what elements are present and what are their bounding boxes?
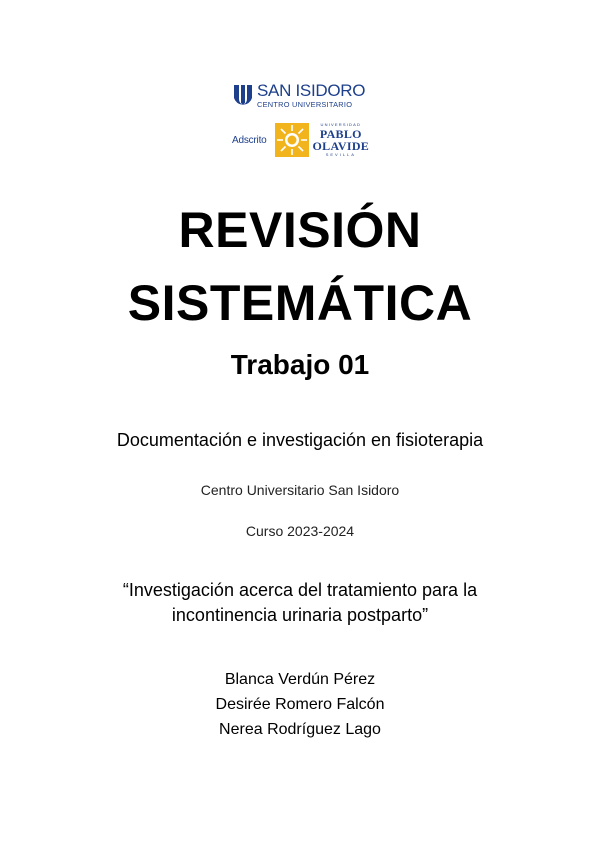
author-name: Blanca Verdún Pérez: [224, 671, 376, 688]
partner-city-label: SEVILLA: [325, 152, 356, 157]
san-isidoro-name: SAN ISIDORO: [257, 80, 366, 100]
pablo-olavide-logo: [313, 123, 370, 157]
partner-name-line1: PABLO: [319, 127, 362, 141]
san-isidoro-subtitle: CENTRO UNIVERSITARIO: [257, 99, 353, 109]
document-title-line-1: REVISIÓN: [178, 202, 422, 258]
partner-top-label: UNIVERSIDAD: [320, 122, 362, 127]
academic-year: Curso 2023-2024: [245, 523, 355, 539]
course-name: Documentación e investigación en fisioterapia: [116, 430, 484, 450]
author-name: Nerea Rodríguez Lago: [219, 721, 381, 738]
document-subtitle: Trabajo 01: [230, 349, 370, 380]
institution-name: Centro Universitario San Isidoro: [200, 482, 400, 498]
document-title-line-2: SISTEMÁTICA: [127, 275, 473, 331]
author-name: Desirée Romero Falcón: [215, 696, 385, 713]
adscrito-label: Adscrito: [232, 134, 267, 146]
research-title: [0, 578, 600, 628]
san-isidoro-emblem-icon: [232, 83, 254, 107]
research-title-text: “Investigación acerca del tratamiento para la incontinencia urinaria postparto”: [122, 580, 478, 625]
san-isidoro-logo: [232, 80, 365, 110]
partner-logo-row: [232, 122, 369, 158]
partner-name-line2: OLAVIDE: [312, 139, 370, 153]
author-list: [0, 667, 600, 742]
sun-emblem-icon: [275, 123, 309, 157]
